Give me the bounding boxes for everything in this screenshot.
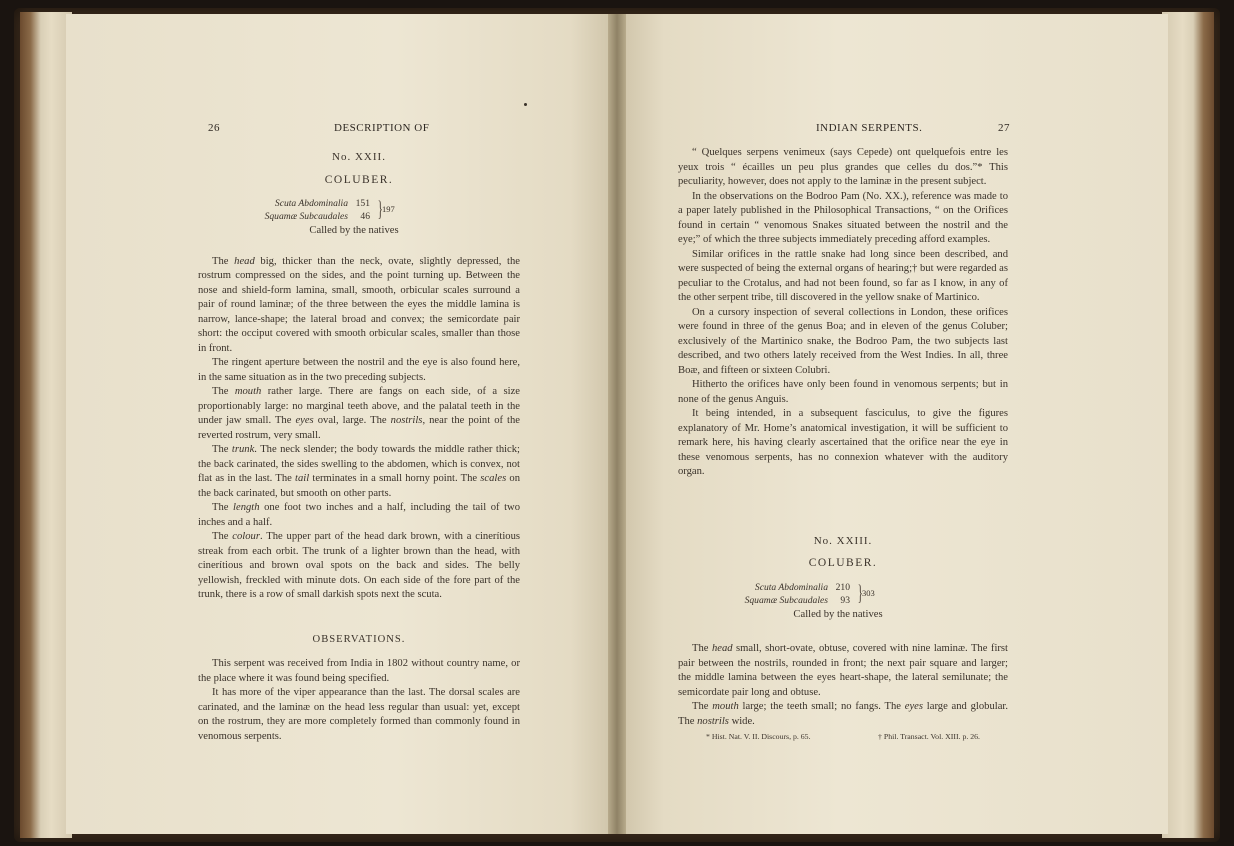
scuta-value: 210 [835, 581, 850, 593]
right-text-block [678, 146, 1008, 742]
description-paragraphs [198, 255, 520, 603]
scuta-value: 151 [355, 198, 370, 209]
right-page-edges [1162, 12, 1214, 838]
genus-heading: COLUBER. [808, 557, 878, 569]
squamae-label: Squamæ Subcaudales [264, 211, 348, 222]
squamae-label: Squamæ Subcaudales [744, 594, 828, 606]
running-head: DESCRIPTION OF [334, 122, 430, 134]
paragraph: Hitherto the orifices have only been found in venomous serpents; but in none of the genus Anguis. [678, 379, 1008, 405]
observations-heading: OBSERVATIONS. [312, 633, 406, 645]
paragraph: “ Quelques serpens venimeux (says Cepede) ont quelquefois entre les yeux trois “ écailles un peu plus grandes que celles du dos.”* This peculiarity, however, does not apply to the laminæ in the present subject. [678, 147, 1008, 187]
scale-count [742, 581, 1008, 607]
species-number: No. XXII. [332, 151, 386, 163]
brace: } [377, 196, 383, 221]
native-name-line: Called by the natives [793, 608, 883, 620]
paragraph: The head small, short-ovate, obtuse, covered with nine laminæ. The first pair between the nostrils, rounded in front; the next pair square and larger; the middle lamina between the eyes heart-shape, the lateral semilunate; the semicordate pair long and obtuse. [678, 643, 1008, 698]
left-page-edges [20, 12, 72, 838]
paragraph: The mouth rather large. There are fangs on each side, of a size proportionably large: no marginal teeth above, and the palatal teeth in the under jaw small. The eyes oval, large. The nostrils, near the point of the reverted rostrum, very small. [198, 386, 520, 441]
native-name-line: Called by the natives [309, 225, 399, 236]
genus-heading: COLUBER. [324, 173, 394, 186]
book-gutter [608, 14, 626, 834]
description-paragraphs [678, 642, 1008, 729]
page-number: 27 [998, 122, 1010, 134]
footnotes [678, 731, 1008, 742]
paragraph: The trunk. The neck slender; the body towards the middle rather thick; the back carinated, the sides swelling to the abdomen, which is convex, not flat as in the last. The tail terminates in a small horny point. The scales on the back carinated, but smooth on other parts. [198, 444, 520, 499]
paragraph: The length one foot two inches and a half, including the tail of two inches and a half. [198, 502, 520, 528]
scuta-label: Scuta Abdominalia [754, 581, 828, 593]
paragraph: In the observations on the Bodroo Pam (No. XX.), reference was made to a paper lately published in the Philosophical Transactions, “ on the Orifices found in certain “ venomous Snakes situated between the nostril and the eye;” of which the three subjects immediately preceding afford examples. [678, 190, 1008, 245]
paragraph: The ringent aperture between the nostril and the eye is also found here, in the same situation as in the two preceding subjects. [198, 357, 520, 383]
left-text-block [198, 120, 520, 744]
paragraph: On a cursory inspection of several collections in London, these orifices were found in three of the genus Boa; and in eleven of the genus Coluber; exclusively of the Martinico snake, the Bodroo Pam, the two subjects last described, and two others lately received from the West Indies. In all, three Boæ, and fifteen or sixteen Colubri. [678, 306, 1008, 376]
paragraph: The colour. The upper part of the head dark brown, with a cinerítious streak from each orbit. The trunk of a lighter brown than the head, with cinerítious and brown oval spots on the back and sides. The belly yellowish, freckled with minute dots. On each side of the fore part of the trunk, there is a row of small darkish spots next the scuta. [198, 531, 520, 600]
running-head: INDIAN SERPENTS. [816, 122, 923, 134]
left-page [66, 14, 614, 834]
scuta-label: Scuta Abdominalia [274, 198, 348, 209]
observations-paragraphs [198, 657, 520, 744]
scale-total: 303 [862, 587, 875, 598]
footnote-1: * Hist. Nat. V. II. Discours, p. 65. [706, 732, 811, 741]
paragraph: This serpent was received from India in 1802 without country name, or the place where it was found being specified. [198, 658, 520, 684]
paragraph: The mouth large; the teeth small; no fangs. The eyes large and globular. The nostrils wide. [678, 701, 1008, 727]
species-number: No. XXIII. [813, 534, 873, 547]
paragraph: It being intended, in a subsequent fasciculus, to give the figures explanatory of Mr. Home’s anatomical investigation, it will be sufficient to remark here, his having clearly ascertained that the orifice near the eye in these venomous serpents, has no connexion whatever with the auditory organ. [678, 408, 1008, 477]
footnote-2: † Phil. Transact. Vol. XIII. p. 26. [878, 732, 980, 741]
scale-count [262, 197, 520, 223]
scale-total: 197 [382, 204, 395, 214]
brace: } [857, 579, 863, 605]
page-number: 26 [208, 122, 220, 134]
observation-paragraphs [678, 146, 1008, 480]
paragraph: It has more of the viper appearance than the last. The dorsal scales are carinated, and the laminæ on the head less regular than usual: yet, except on the rostrum, they are more completely formed than commonly found in venomous serpents. [198, 687, 520, 742]
right-page [620, 14, 1168, 834]
ink-dot [524, 103, 527, 106]
paragraph: Similar orifices in the rattle snake had long since been described, and were suspected of being the external organs of hearing;† but were regarded as peculiar to the Crotalus, and had not been found, so far as I know, in any of the other serpent tribe, till discovered in the yellow snake of Martinico. [678, 248, 1008, 303]
squamae-value: 46 [360, 211, 370, 222]
squamae-value: 93 [840, 594, 850, 606]
paragraph: The head big, thicker than the neck, ovate, slightly depressed, the rostrum compressed on the sides, and the point turning up. Between the nose and shield-form lamina, small, smooth, orbicular scales surround a pair of round laminæ; of the three between the eyes the middle lamina is narrow, lance-shape; the lateral broad and convex; the semicordate pair short: the occiput covered with smooth orbicular scales, smaller than those in front. [198, 255, 521, 354]
